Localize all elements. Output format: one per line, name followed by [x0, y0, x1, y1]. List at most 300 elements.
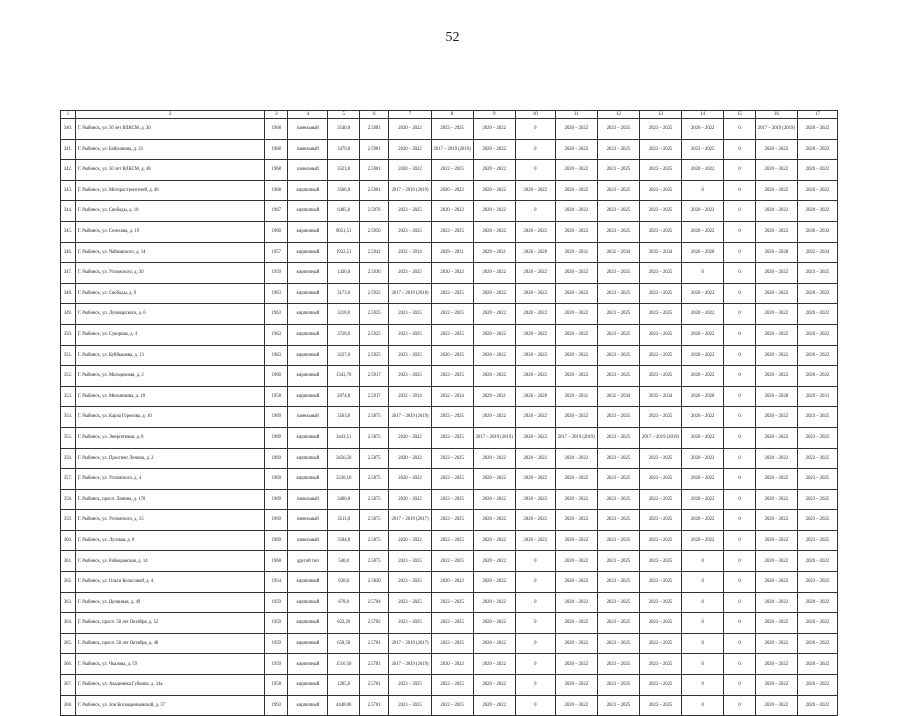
table-cell: 2020 – 2022 [755, 469, 797, 490]
table-cell: 0 [515, 633, 555, 654]
table-cell: 3443,51 [328, 427, 360, 448]
table-row [61, 324, 838, 345]
table-cell: 1967 [265, 201, 288, 222]
table-cell: 2023 – 2025 [639, 675, 681, 696]
table-cell: 2020 – 2022 [682, 201, 724, 222]
table-cell: 1954 [265, 572, 288, 593]
table-cell: 2023 – 2025 [431, 119, 473, 140]
table-cell: 2020 – 2022 [473, 201, 515, 222]
table-cell: 2020 – 2022 [797, 654, 837, 675]
table-cell: 2023 – 2025 [597, 489, 639, 510]
table-cell: 2.5875 [359, 448, 388, 469]
table-cell: 0 [682, 633, 724, 654]
table-cell: 2023 – 2025 [639, 180, 681, 201]
table-cell: 0 [724, 119, 756, 140]
table-cell: 0 [515, 139, 555, 160]
table-row [61, 407, 838, 428]
table-cell: 2023 – 2025 [597, 592, 639, 613]
table-cell: 2020 – 2022 [515, 407, 555, 428]
column-header: 6 [359, 111, 388, 119]
table-cell: 2020 – 2022 [797, 180, 837, 201]
table-cell: 2020 – 2022 [797, 633, 837, 654]
table-cell: 2020 – 2022 [555, 221, 597, 242]
table-cell: 2023 – 2025 [431, 366, 473, 387]
table-cell: 2023 – 2025 [597, 572, 639, 593]
table-cell: 2020 – 2022 [797, 613, 837, 634]
table-cell: 1963 [265, 324, 288, 345]
table-cell: 2020 – 2022 [515, 283, 555, 304]
table-cell: 2020 – 2022 [515, 324, 555, 345]
column-header: 5 [328, 111, 360, 119]
table-cell: 1343,70 [328, 366, 360, 387]
table-cell: 1993 [265, 695, 288, 716]
table-cell: кирпичный [288, 448, 328, 469]
table-cell: 2023 – 2025 [597, 263, 639, 284]
table-cell: 2029 – 2031 [473, 386, 515, 407]
table-cell: панельный [288, 530, 328, 551]
table-cell: 2023 – 2025 [431, 695, 473, 716]
column-header: 14 [682, 111, 724, 119]
table-cell: 3511,0 [328, 510, 360, 531]
table-cell: 2023 – 2025 [389, 366, 431, 387]
table-cell: 1516,50 [328, 654, 360, 675]
table-cell: 2020 – 2022 [797, 139, 837, 160]
table-cell: 2020 – 2022 [555, 119, 597, 140]
address-cell: Г. Рыбинск, ул. Зои Космодемьянской, д. 37 [75, 695, 265, 716]
table-cell: 2023 – 2025 [389, 613, 431, 634]
table-cell: 2023 – 2025 [597, 633, 639, 654]
table-cell: 2017 – 2019 (2019) [555, 427, 597, 448]
column-header: 7 [389, 111, 431, 119]
table-cell: 2020 – 2022 [473, 139, 515, 160]
address-cell: Г. Рыбинск, ул. Куйбышева, д. 13 [75, 345, 265, 366]
table-cell: 1969 [265, 510, 288, 531]
column-header: 9 [473, 111, 515, 119]
table-cell: кирпичный [288, 263, 328, 284]
table-cell: 2020 – 2022 [473, 469, 515, 490]
table-cell: 2.5976 [359, 201, 388, 222]
table-cell: 2023 – 2025 [431, 613, 473, 634]
table-cell: 3504,0 [328, 530, 360, 551]
table-cell: 361. [61, 551, 76, 572]
table-cell: 1968 [265, 160, 288, 181]
table-cell: 0 [724, 263, 756, 284]
table-cell: 2023 – 2025 [797, 469, 837, 490]
table-cell: кирпичный [288, 366, 328, 387]
table-cell: 2020 – 2022 [555, 345, 597, 366]
table-cell: 2023 – 2025 [639, 304, 681, 325]
table-cell: 2017 – 2019 (2017) [389, 633, 431, 654]
column-header: 8 [431, 111, 473, 119]
address-cell: Г. Рыбинск, ул. 50 лет ВЛКСМ, д. 48 [75, 160, 265, 181]
table-cell: 1957 [265, 242, 288, 263]
table-cell: 3460,0 [328, 489, 360, 510]
table-cell: 368. [61, 695, 76, 716]
column-header: 12 [597, 111, 639, 119]
table-cell: 2020 – 2022 [473, 530, 515, 551]
table-cell: 2020 – 2022 [797, 695, 837, 716]
table-cell: 2023 – 2025 [597, 345, 639, 366]
table-cell: 2020 – 2022 [755, 572, 797, 593]
table-cell: 2023 – 2025 [639, 592, 681, 613]
table-cell: 1959 [265, 654, 288, 675]
table-cell: 2020 – 2022 [555, 572, 597, 593]
table-cell: 2.5782 [359, 613, 388, 634]
table-body [61, 119, 838, 716]
table-cell: 2020 – 2022 [555, 695, 597, 716]
table-cell: 2020 – 2022 [555, 366, 597, 387]
table-cell: панельный [288, 139, 328, 160]
table-cell: 2020 – 2022 [755, 324, 797, 345]
table-cell: 622,20 [328, 613, 360, 634]
table-cell: 1969 [265, 469, 288, 490]
table-cell: 365. [61, 633, 76, 654]
table-cell: 3479,0 [328, 139, 360, 160]
table-cell: 1969 [265, 407, 288, 428]
table-row [61, 180, 838, 201]
table-cell: 2032 – 2034 [597, 242, 639, 263]
table-cell: 2017 – 2019 (2017) [389, 510, 431, 531]
table-cell: 2023 – 2025 [431, 427, 473, 448]
table-row [61, 572, 838, 593]
column-header: 4 [288, 111, 328, 119]
table-cell: 2020 – 2022 [515, 180, 555, 201]
table-cell: 2020 – 2022 [682, 283, 724, 304]
repair-schedule-table [60, 110, 838, 716]
table-cell: 2020 – 2022 [473, 283, 515, 304]
table-cell: кирпичный [288, 221, 328, 242]
table-cell: 2.5925 [359, 345, 388, 366]
table-cell: 3728,0 [328, 324, 360, 345]
address-cell: Г. Рыбинск, ул. 50 лет ВЛКСМ, д. 30 [75, 119, 265, 140]
address-cell: Г. Рыбинск, просп. Ленина, д. 178 [75, 489, 265, 510]
table-row [61, 386, 838, 407]
table-cell: 2.5875 [359, 530, 388, 551]
table-row [61, 201, 838, 222]
table-cell: 2020 – 2022 [555, 407, 597, 428]
table-cell: 0 [724, 633, 756, 654]
table-row [61, 366, 838, 387]
table-cell: 0 [682, 675, 724, 696]
table-cell: кирпичный [288, 654, 328, 675]
table-cell: 2023 – 2025 [597, 139, 639, 160]
table-cell: 0 [724, 572, 756, 593]
table-cell: 351. [61, 345, 76, 366]
table-cell: 0 [724, 221, 756, 242]
table-cell: 2023 – 2025 [639, 201, 681, 222]
table-cell: 0 [682, 654, 724, 675]
table-cell: 2020 – 2022 [473, 407, 515, 428]
table-cell: 2023 – 2025 [639, 324, 681, 345]
address-cell: Г. Рыбинск, ул. Чкалова, д. 59 [75, 654, 265, 675]
table-cell: кирпичный [288, 201, 328, 222]
table-cell: 2029 – 2031 [797, 386, 837, 407]
table-cell: 2020 – 2022 [515, 469, 555, 490]
table-cell: 2020 – 2022 [682, 366, 724, 387]
table-cell: 2023 – 2025 [639, 345, 681, 366]
table-cell: 1960 [265, 221, 288, 242]
table-cell: 2.5942 [359, 242, 388, 263]
table-cell: 1960 [265, 551, 288, 572]
table-cell: 359. [61, 510, 76, 531]
table-cell: 2020 – 2022 [755, 221, 797, 242]
table-cell: 2023 – 2025 [431, 448, 473, 469]
table-cell: 0 [682, 613, 724, 634]
table-cell: 3330,10 [328, 469, 360, 490]
table-cell: 2023 – 2025 [639, 448, 681, 469]
table-cell: 0 [724, 407, 756, 428]
table-cell: 0 [682, 695, 724, 716]
table-cell: 2023 – 2025 [597, 366, 639, 387]
table-cell: 2023 – 2025 [431, 551, 473, 572]
table-cell: 2023 – 2025 [597, 530, 639, 551]
table-cell: 2020 – 2022 [515, 221, 555, 242]
table-cell: 2020 – 2022 [755, 675, 797, 696]
table-cell: 2020 – 2022 [682, 427, 724, 448]
table-cell: 341. [61, 139, 76, 160]
table-cell: 2020 – 2022 [755, 407, 797, 428]
table-row [61, 242, 838, 263]
table-row [61, 160, 838, 181]
table-row [61, 139, 838, 160]
table-cell: 2029 – 2031 [555, 242, 597, 263]
table-cell: 345. [61, 221, 76, 242]
address-cell: Г. Рыбинск, ул. Энергетиков, д. 8 [75, 427, 265, 448]
table-cell: 2020 – 2022 [682, 119, 724, 140]
table-cell: 2020 – 2022 [797, 324, 837, 345]
table-cell: 546,0 [328, 551, 360, 572]
table-cell: 2023 – 2025 [797, 407, 837, 428]
table-cell: кирпичный [288, 180, 328, 201]
table-cell: 2020 – 2022 [515, 530, 555, 551]
table-cell: 2020 – 2022 [473, 160, 515, 181]
table-cell: 356. [61, 448, 76, 469]
table-cell: 2020 – 2022 [473, 510, 515, 531]
table-cell: 2020 – 2022 [555, 263, 597, 284]
table-cell: 0 [515, 551, 555, 572]
table-cell: 2020 – 2022 [755, 489, 797, 510]
address-cell: Г. Рыбинск, ул. Мельникова, д. 18 [75, 386, 265, 407]
table-cell: 2023 – 2025 [639, 613, 681, 634]
table-cell: 0 [515, 119, 555, 140]
table-cell: 2023 – 2025 [597, 324, 639, 345]
table-cell: кирпичный [288, 427, 328, 448]
table-cell: 2017 – 2019 (2019) [389, 654, 431, 675]
table-cell: 2.5936 [359, 263, 388, 284]
table-row [61, 427, 838, 448]
table-cell: 2020 – 2022 [473, 448, 515, 469]
table-cell: 2023 – 2025 [431, 304, 473, 325]
table-cell: 2017 – 2019 (2019) [431, 139, 473, 160]
table-cell: 2023 – 2025 [797, 448, 837, 469]
table-cell: 2023 – 2025 [431, 592, 473, 613]
table-cell: 0 [682, 263, 724, 284]
table-cell: 2020 – 2022 [473, 572, 515, 593]
column-header: 17 [797, 111, 837, 119]
table-cell: 340. [61, 119, 76, 140]
table-cell: 2023 – 2025 [597, 469, 639, 490]
table-cell: 2026 – 2028 [755, 386, 797, 407]
address-cell: Г. Рыбинск, ул. Целинная, д. 49 [75, 592, 265, 613]
column-header: 10 [515, 111, 555, 119]
table-cell: 2023 – 2025 [597, 551, 639, 572]
table-cell: 2023 – 2025 [597, 654, 639, 675]
table-cell: кирпичный [288, 469, 328, 490]
table-cell: 2017 – 2019 (2019) [639, 427, 681, 448]
table-cell: 2032 – 2034 [639, 242, 681, 263]
table-cell: 2.5917 [359, 366, 388, 387]
table-cell: 0 [724, 139, 756, 160]
table-cell: 2020 – 2022 [797, 366, 837, 387]
table-cell: 3523,0 [328, 160, 360, 181]
table-cell: 2020 – 2022 [555, 633, 597, 654]
table-cell: 2.5925 [359, 283, 388, 304]
table-cell: 2020 – 2022 [555, 613, 597, 634]
table-cell: 2023 – 2025 [389, 572, 431, 593]
table-cell: 2020 – 2022 [797, 119, 837, 140]
table-row [61, 592, 838, 613]
table-row [61, 304, 838, 325]
table-cell: 0 [724, 427, 756, 448]
table-cell: 0 [724, 324, 756, 345]
table-cell: 0 [724, 489, 756, 510]
table-cell: другой тип [288, 551, 328, 572]
table-cell: 3540,0 [328, 119, 360, 140]
table-cell: 2026 – 2028 [682, 386, 724, 407]
table-cell: 2023 – 2025 [389, 263, 431, 284]
table-cell: 2020 – 2022 [755, 592, 797, 613]
column-header: 16 [755, 111, 797, 119]
table-cell: 2023 – 2025 [797, 427, 837, 448]
address-cell: Г. Рыбинск, ул. Ухтомского, д. 15 [75, 510, 265, 531]
address-cell: Г. Рыбинск, ул. Свободы, д. 10 [75, 201, 265, 222]
table-cell: 0 [515, 675, 555, 696]
table-cell: 1958 [265, 386, 288, 407]
table-cell: 346. [61, 242, 76, 263]
table-cell: 2017 – 2019 (2019) [473, 427, 515, 448]
address-cell: Г. Рыбинск, ул. Суворова, д. 4 [75, 324, 265, 345]
address-cell: Г. Рыбинск, ул. Луговая, д. 8 [75, 530, 265, 551]
table-cell: 2.5830 [359, 572, 388, 593]
table-cell: 0 [515, 160, 555, 181]
table-cell: кирпичный [288, 345, 328, 366]
table-row [61, 119, 838, 140]
table-cell: 658,50 [328, 633, 360, 654]
table-cell: 2020 – 2022 [389, 160, 431, 181]
address-cell: Г. Рыбинск, просп. 50 лет Октября, д. 48 [75, 633, 265, 654]
address-cell: Г. Рыбинск, ул. Ухтомского, д. 30 [75, 263, 265, 284]
table-cell: 2020 – 2022 [431, 263, 473, 284]
table-cell: кирпичный [288, 675, 328, 696]
table-cell: 2023 – 2025 [431, 407, 473, 428]
table-cell: 0 [682, 180, 724, 201]
table-cell: 2023 – 2025 [389, 675, 431, 696]
table-cell: 343. [61, 180, 76, 201]
table-cell: 2032 – 2034 [389, 242, 431, 263]
table-cell: 2020 – 2025 [431, 345, 473, 366]
table-cell: 2020 – 2022 [515, 448, 555, 469]
table-cell: 2020 – 2022 [473, 345, 515, 366]
table-cell: 2020 – 2022 [431, 654, 473, 675]
table-cell: 354. [61, 407, 76, 428]
column-header: 3 [265, 111, 288, 119]
table-cell: 2023 – 2025 [797, 510, 837, 531]
table-cell: кирпичный [288, 613, 328, 634]
column-header: 1 [61, 111, 76, 119]
table-cell: 2023 – 2025 [639, 695, 681, 716]
table-cell: 2020 – 2022 [555, 448, 597, 469]
table-cell: 1968 [265, 119, 288, 140]
table-cell: 0 [724, 592, 756, 613]
table-cell: 2020 – 2022 [515, 345, 555, 366]
table-cell: 0 [724, 469, 756, 490]
table-cell: 2023 – 2025 [431, 469, 473, 490]
table-cell: 2023 – 2025 [597, 201, 639, 222]
table-cell: 0 [724, 201, 756, 222]
table-cell: 0 [515, 654, 555, 675]
table-cell: 3173,0 [328, 283, 360, 304]
table-cell: 2023 – 2025 [389, 324, 431, 345]
table-cell: 0 [724, 695, 756, 716]
table-cell: 2.5781 [359, 695, 388, 716]
table-cell: 2023 – 2025 [597, 510, 639, 531]
table-cell: 2023 – 2025 [431, 489, 473, 510]
table-cell: 2023 – 2025 [597, 407, 639, 428]
table-row [61, 675, 838, 696]
table-row [61, 530, 838, 551]
address-cell: Г. Рыбинск, ул. Проспект Ленина, д. 2 [75, 448, 265, 469]
table-cell: кирпичный [288, 242, 328, 263]
table-cell: 2020 – 2022 [797, 551, 837, 572]
table-cell: 2020 – 2022 [797, 283, 837, 304]
table-cell: 2020 – 2022 [473, 613, 515, 634]
table-row [61, 283, 838, 304]
table-cell: 2020 – 2022 [755, 530, 797, 551]
table-cell: 0 [724, 386, 756, 407]
table-cell: 2020 – 2022 [473, 180, 515, 201]
table-cell: 3218,0 [328, 304, 360, 325]
table-cell: 344. [61, 201, 76, 222]
table-cell: 2023 – 2025 [597, 613, 639, 634]
table-cell: 353. [61, 386, 76, 407]
table-cell: 1969 [265, 530, 288, 551]
table-cell: 2023 – 2025 [389, 304, 431, 325]
table-cell: кирпичный [288, 386, 328, 407]
table-cell: 2023 – 2025 [639, 530, 681, 551]
table-cell: 352. [61, 366, 76, 387]
table-cell: 2023 – 2025 [597, 221, 639, 242]
address-cell: Г. Рыбинск, ул. Свободы, д. 9 [75, 283, 265, 304]
table-cell: 2020 – 2022 [389, 448, 431, 469]
table-cell: 0 [724, 654, 756, 675]
table-cell: 2020 – 2022 [473, 654, 515, 675]
table-row [61, 345, 838, 366]
table-cell: 2020 – 2022 [389, 469, 431, 490]
table-cell: 2026 – 2028 [755, 242, 797, 263]
table-cell: 0 [724, 345, 756, 366]
table-cell: 2020 – 2022 [389, 139, 431, 160]
table-cell: 3563,0 [328, 407, 360, 428]
table-cell: 1959 [265, 613, 288, 634]
table-cell: 2023 – 2025 [431, 324, 473, 345]
table-cell: кирпичный [288, 304, 328, 325]
table-cell: 2.5925 [359, 304, 388, 325]
table-cell: 2023 – 2025 [639, 263, 681, 284]
address-cell: Г. Рыбинск, ул. Рабкоровская, д. 14 [75, 551, 265, 572]
table-cell: 2029 – 2031 [555, 386, 597, 407]
table-cell: 2.5875 [359, 407, 388, 428]
column-header: 13 [639, 111, 681, 119]
